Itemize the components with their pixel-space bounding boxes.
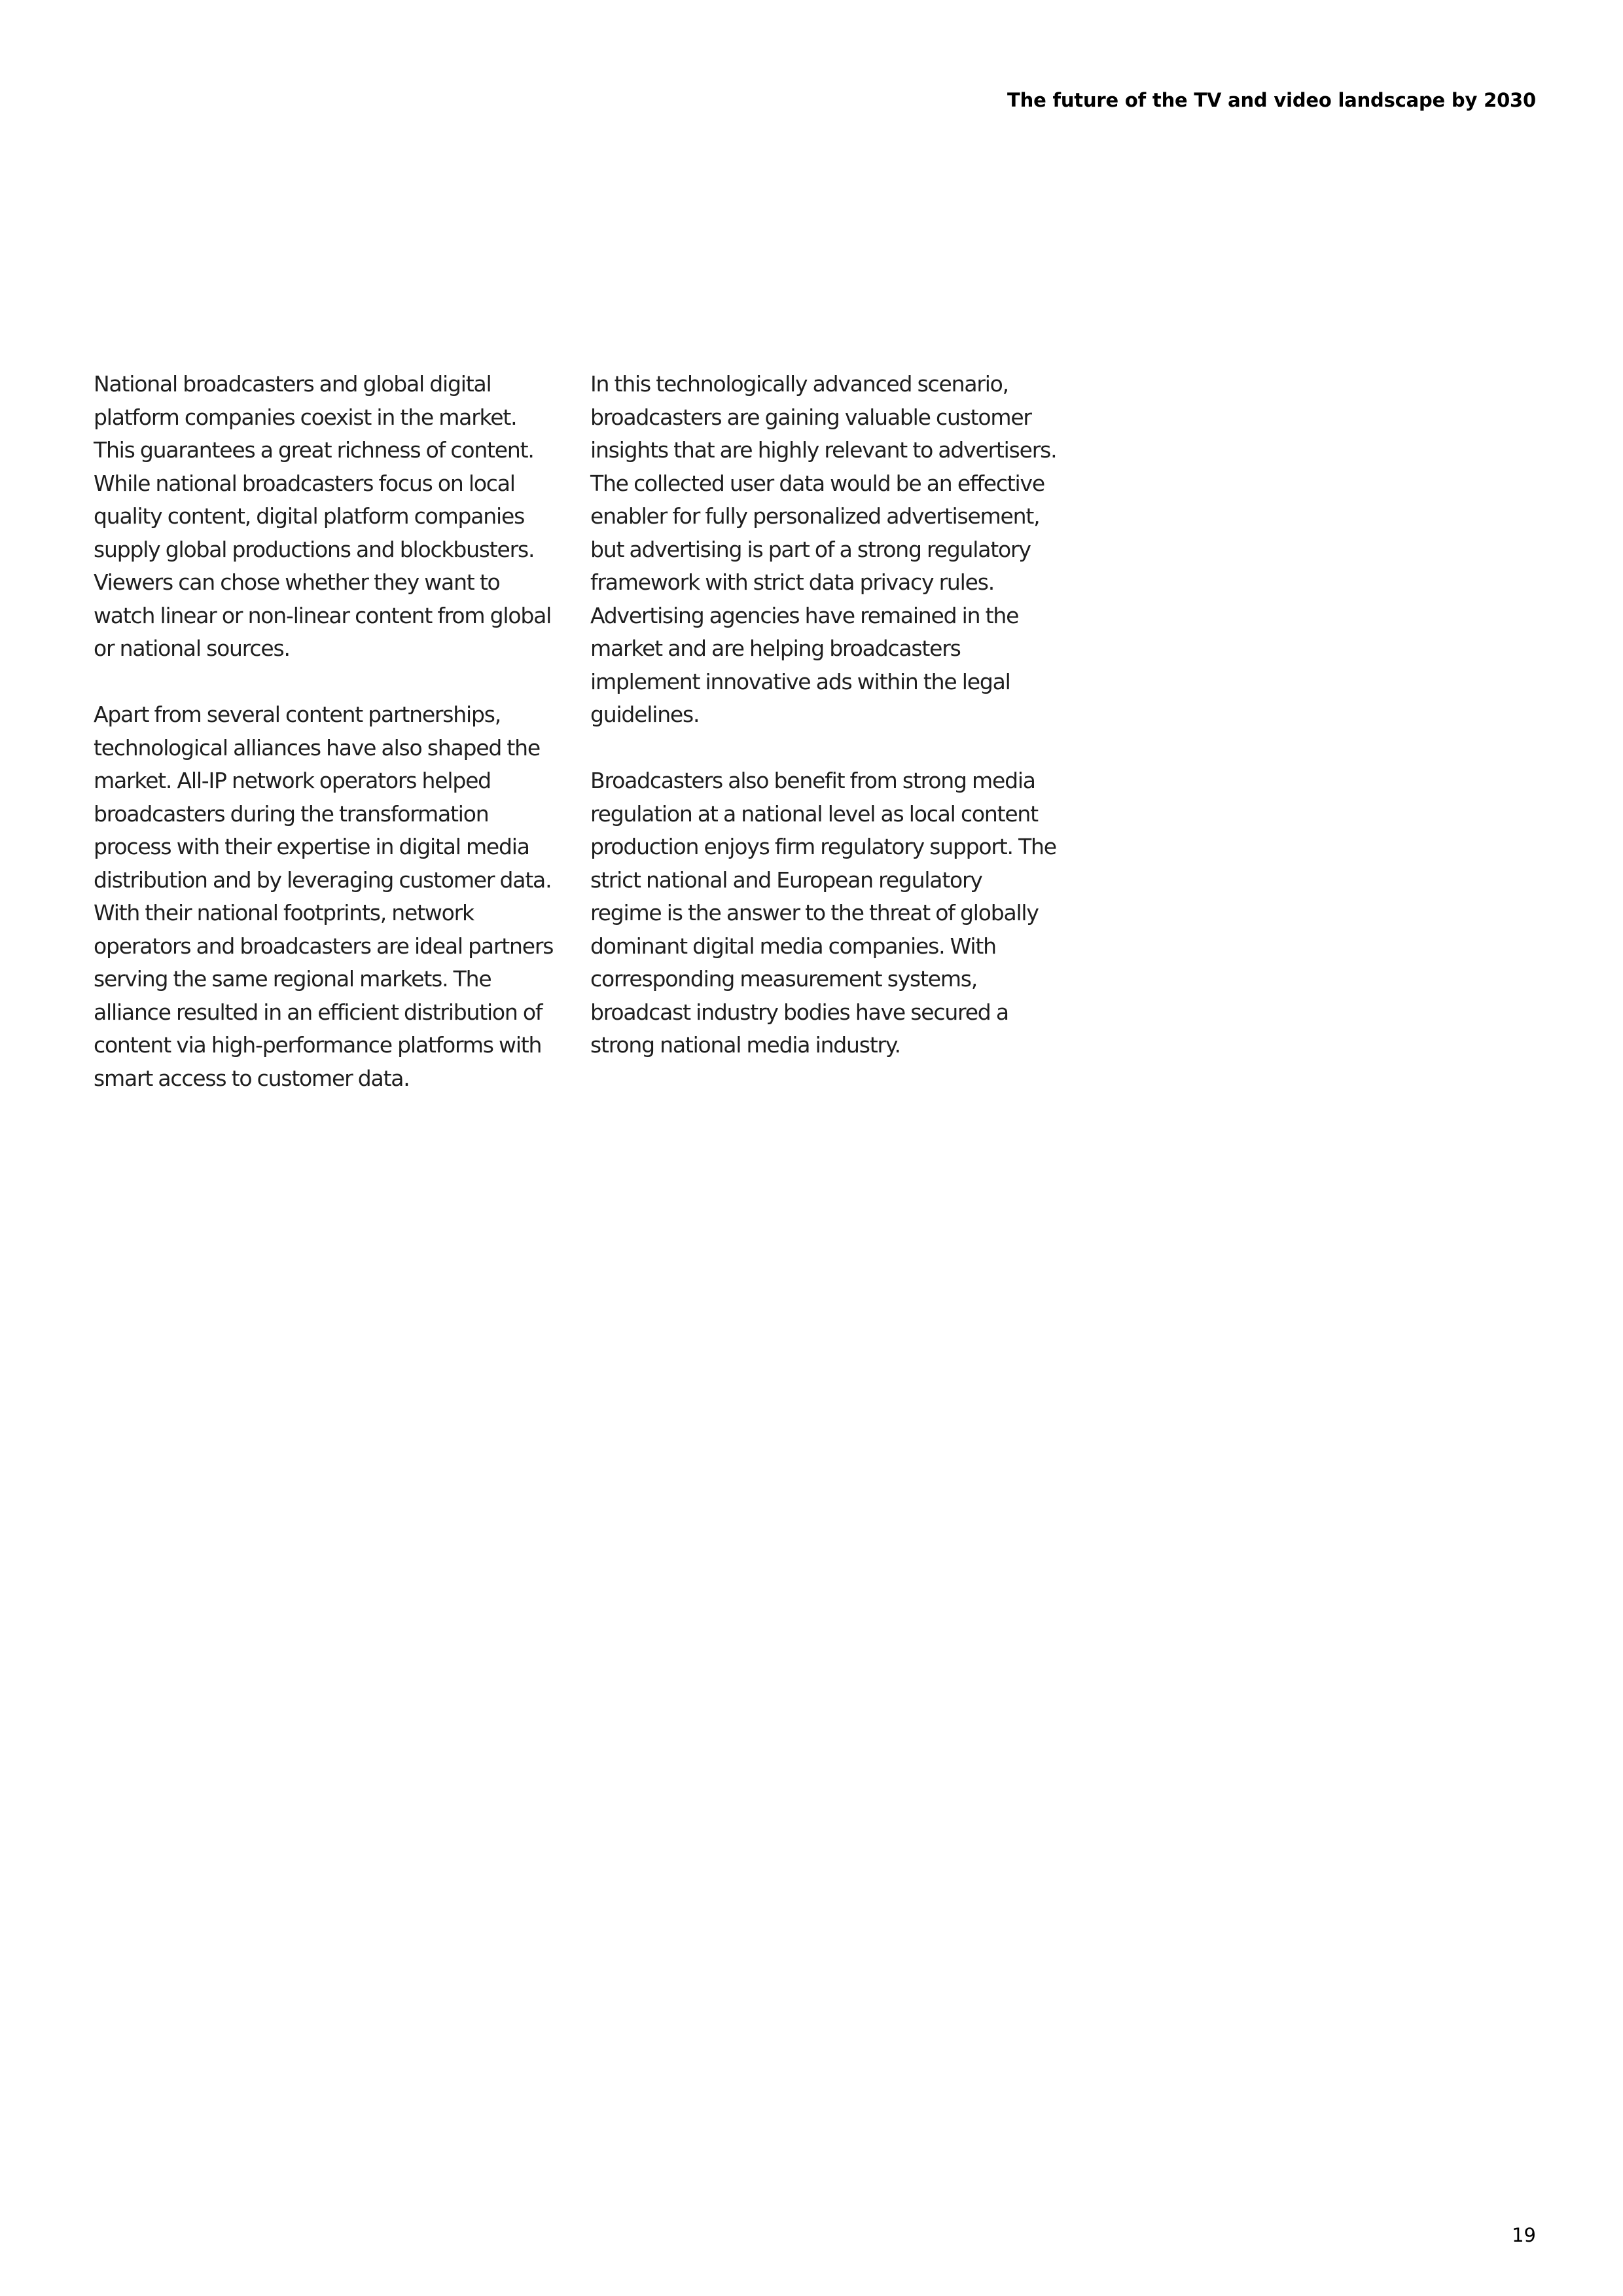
right-text-column bbox=[590, 368, 1058, 1095]
paragraph: In this technologically advanced scenario, broadcasters are gaining valuable customer insights that are highly relevant to advertisers. The collected user data would be an effective enabler for fully personalized advertisement, but advertising is part of a strong regulatory framework with strict data privacy rules. Advertising agencies have remained in the market and are helping broadcasters implement innovative ads within the legal guidelines. bbox=[590, 371, 1057, 727]
paragraph: Broadcasters also benefit from strong media regulation at a national level as local content production enjoys firm regulatory support. The strict national and European regulatory regime is the answer to the threat of globally dominant digital media companies. With corresponding measurement systems, broadcast industry bodies have secured a strong national media industry. bbox=[590, 768, 1056, 1058]
paragraph: Apart from several content partnerships, technological alliances have also shaped the market. All-IP network operators helped broadcasters during the transformation process with their expertise in digital media distribution and by leveraging customer data. With their national footprints, network operators and broadcasters are ideal partners serving the same regional markets. The alliance resulted in an efficient distribution of content via high-performance platforms with smart access to customer data. bbox=[94, 702, 554, 1091]
running-header-title: The future of the TV and video landscape by 2030 bbox=[1007, 89, 1536, 111]
paragraph: National broadcasters and global digital platform companies coexist in the market. This guarantees a great richness of content. While national broadcasters focus on local quality content, digital platform companies supply global productions and blockbusters. Viewers can chose whether they want to watch linear or non-linear content from global or national sources. bbox=[94, 371, 552, 661]
page-number: 19 bbox=[1512, 2224, 1536, 2246]
left-text-column bbox=[94, 368, 562, 1128]
